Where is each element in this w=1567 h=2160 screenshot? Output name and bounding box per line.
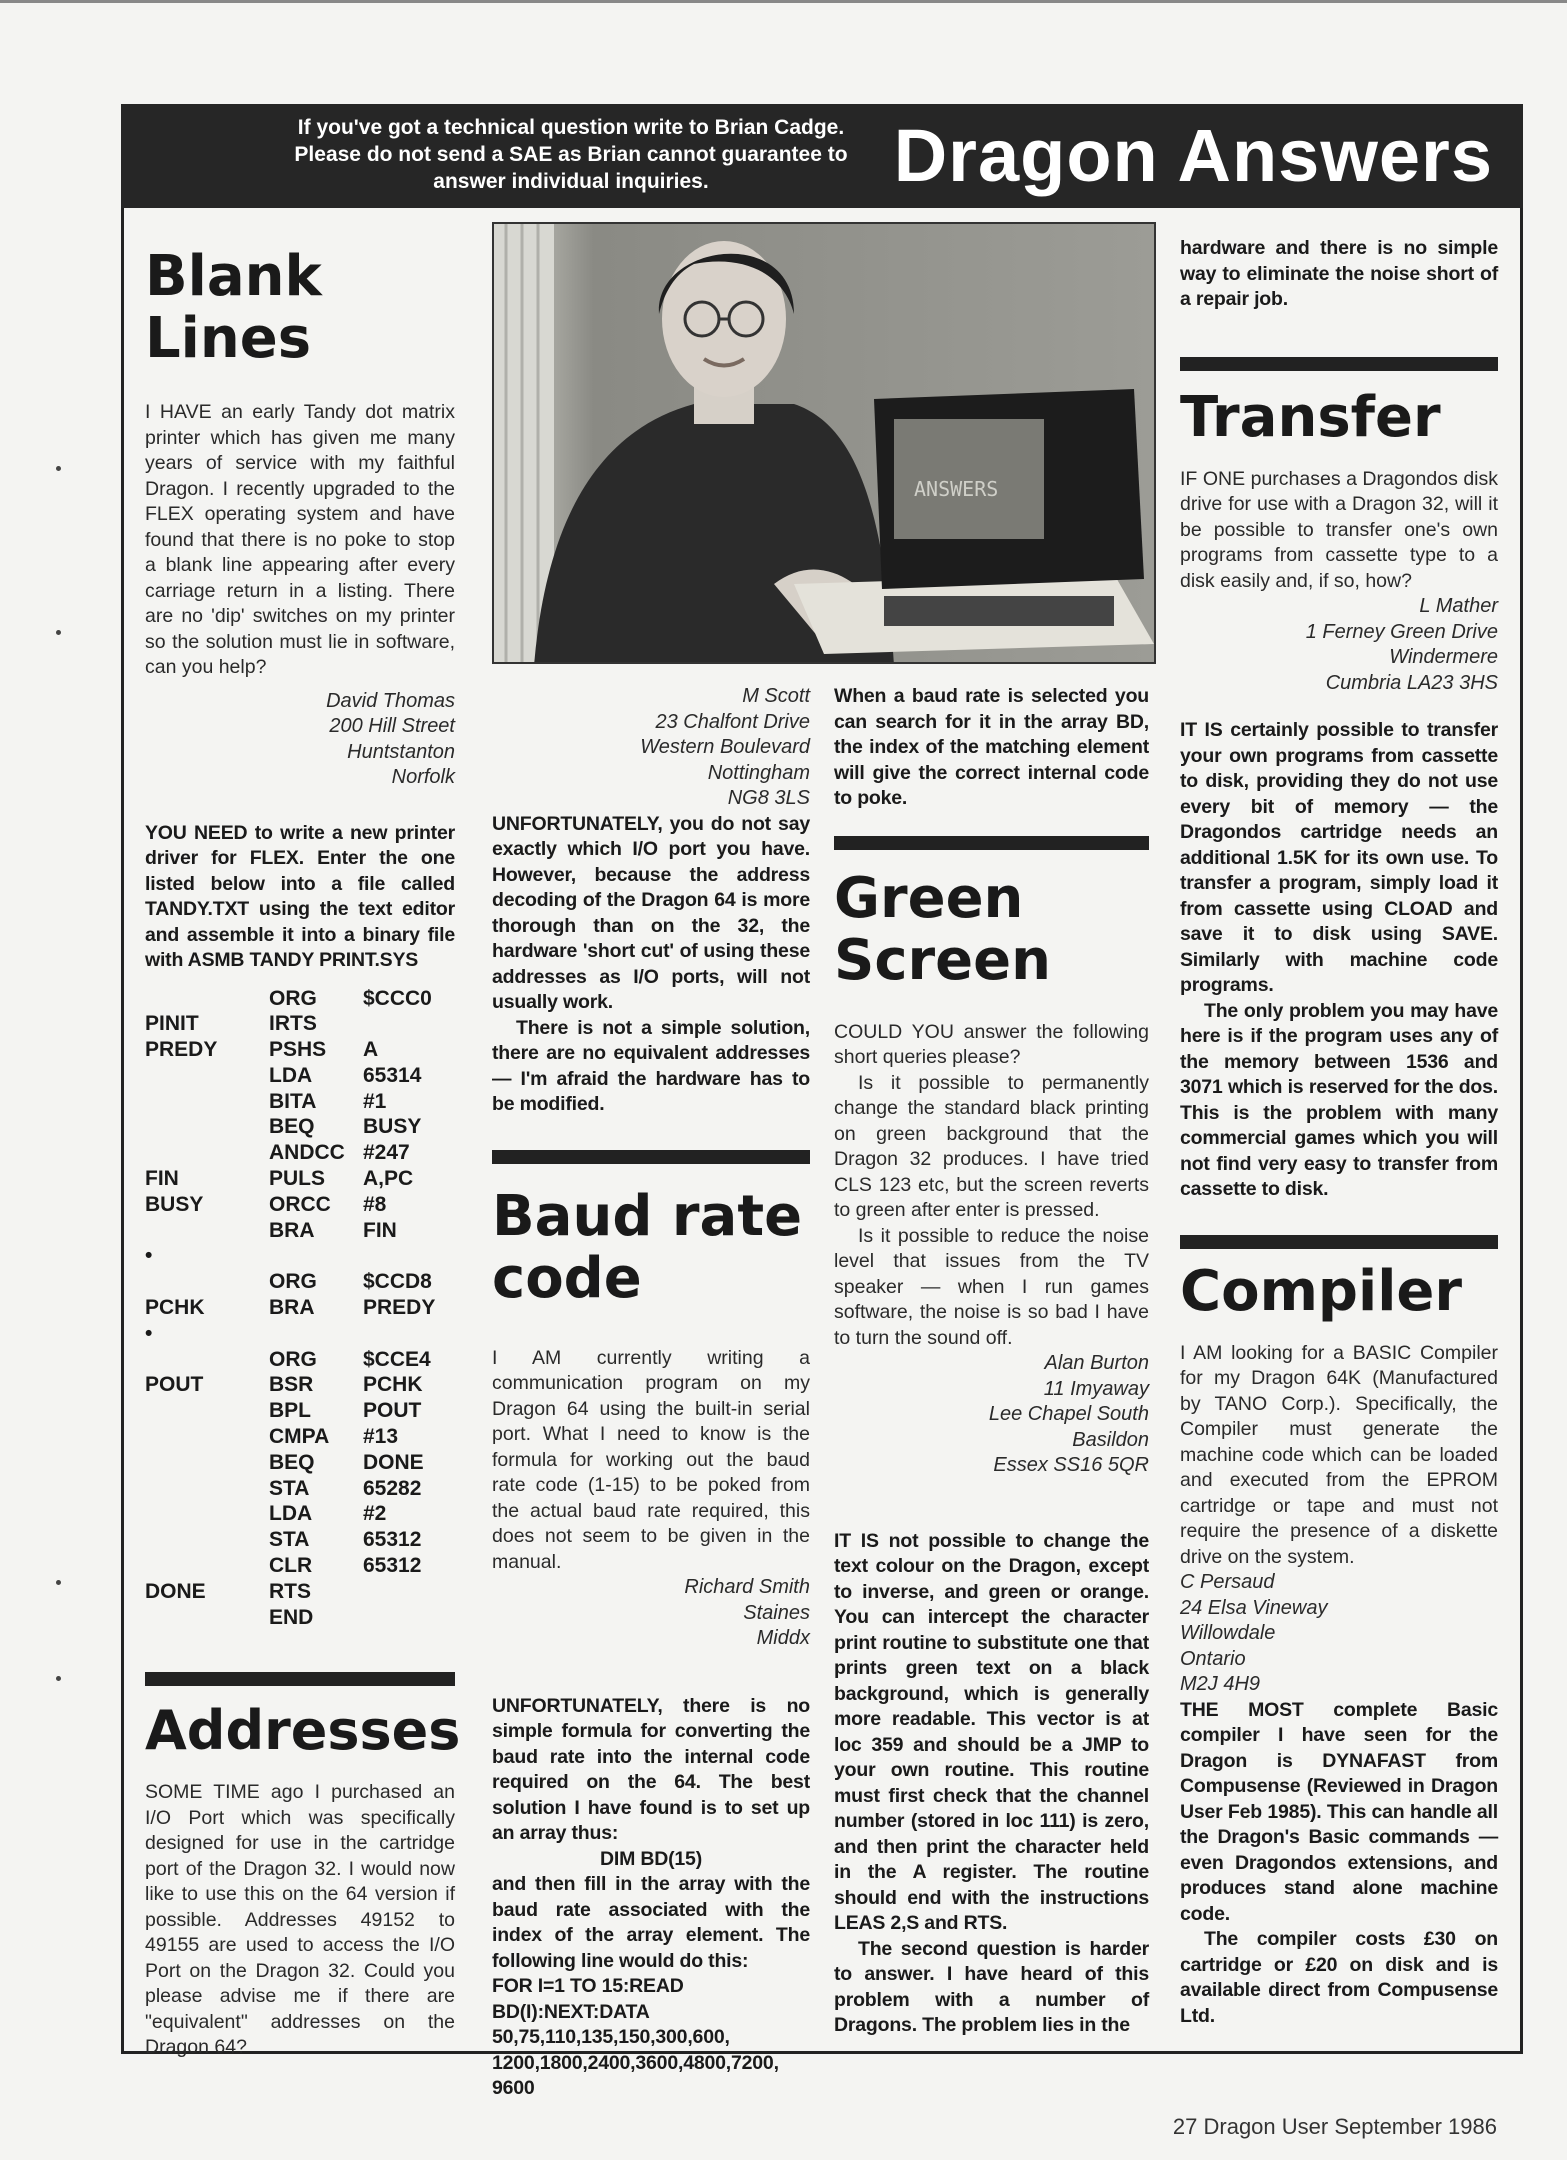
addresses-signature (492, 684, 810, 812)
code-label (145, 1140, 269, 1166)
code-operand: #8 (363, 1192, 387, 1216)
code-label (145, 1089, 269, 1115)
sig-line: Norfolk (391, 766, 455, 788)
code-opcode: ORG (269, 986, 317, 1010)
page-title: Dragon Answers (893, 114, 1493, 197)
code-operand: PREDY (363, 1296, 436, 1320)
code-operand: A,PC (363, 1167, 414, 1191)
margin-mark (56, 1580, 61, 1585)
section-rule (834, 836, 1149, 850)
code-operand (363, 1579, 455, 1605)
code-operand: FIN (363, 1218, 397, 1242)
code-opcode: CMPA (269, 1425, 330, 1449)
page-footer: 27 Dragon User September 1986 (1172, 2114, 1497, 2139)
code-label (145, 986, 269, 1012)
code-opcode (269, 1243, 363, 1269)
code-line (145, 1140, 455, 1166)
code-line (145, 1527, 455, 1553)
code-line (145, 1166, 455, 1192)
green-signature (834, 1351, 1149, 1479)
code-label (145, 1450, 269, 1476)
code-line (145, 1501, 455, 1527)
addresses-question: SOME TIME ago I purchased an I/O Port which was specifically designed for use in the cartridge port of the Dragon 32. I would now like to use this on the 64 version if possible. Addresses 49152 to 49155 are used to access the I/O Port on the Dragon 32. Could you please advise me if there are "equivalent" addresses on the Dragon 64? (145, 1781, 455, 2059)
code-line (145, 1347, 455, 1373)
code-operand (363, 1605, 455, 1631)
column-2 (492, 684, 810, 2102)
code-line (145, 986, 455, 1012)
code-line (145, 1605, 455, 1631)
sig-line: Alan Burton (1044, 1352, 1149, 1374)
sig-line: Huntstanton (347, 740, 455, 763)
code-operand (363, 1011, 455, 1037)
code-line (145, 1063, 455, 1089)
code-opcode: RTS (269, 1579, 311, 1603)
code-label (145, 1553, 269, 1579)
code-operand: POUT (363, 1399, 422, 1423)
headline: Screen (834, 927, 1051, 993)
column-4 (1180, 236, 1498, 2029)
baud-answer-code2: FOR I=1 TO 15:READ BD(I):NEXT:DATA 50,75,110,135,150,300,600, 1200,1800,2400,3600,4800,7200, 9600 (492, 1975, 779, 2099)
code-label (145, 1424, 269, 1450)
code-label: PINIT (145, 1012, 199, 1036)
code-label (145, 1347, 269, 1373)
code-label: DONE (145, 1579, 206, 1603)
answer-text: There is not a simple solution, there are no equivalent addresses — I'm afraid the hardware has to be modified. (492, 1016, 810, 1115)
code-opcode: BPL (269, 1399, 311, 1423)
code-operand: $CCC0 (363, 986, 432, 1010)
addresses-headline: Addresses (145, 1699, 461, 1763)
code-operand: 65314 (363, 1063, 422, 1087)
baud-answer-1: UNFORTUNATELY, there is no simple formula for converting the baud rate into the internal code required on the 64. The best solution I have found is to set up an array thus: (492, 1694, 810, 1844)
sig-line: Staines (743, 1601, 810, 1624)
top-rule (0, 0, 1567, 3)
sig-line: Western Boulevard (640, 736, 810, 758)
transfer-answer-1: IT IS certainly possible to transfer your own programs from cassette to disk, providing they do not use every bit of memory — the Dragondos cartridge needs an additional 1.5K for its own use. To transfer a program, simply load it from cassette using CLOAD and save it to disk using SAVE. Similarly with machine code programs. (1180, 719, 1498, 996)
headline: Lines (145, 306, 312, 371)
answer-text: The compiler costs £30 on cartridge or £20 on disk and is available direct from Compusense Ltd. (1180, 1928, 1498, 2027)
code-label: PCHK (145, 1296, 205, 1320)
answer-text: The second question is harder to answer. I have heard of this problem with a number of Dragons. The problem lies in the (834, 1937, 1149, 2036)
question-text: Is it possible to permanently change the standard black printing on green background that the Dragon 32 produces. I have tried CLS 123 etc, but the screen reverts to green after enter is pressed. (834, 1071, 1149, 1221)
code-label (145, 1063, 269, 1089)
header-banner (121, 104, 1523, 208)
sig-line: Windermere (1389, 646, 1498, 668)
code-opcode: BSR (269, 1373, 314, 1397)
code-operand: #247 (363, 1141, 410, 1165)
transfer-question: IF ONE purchases a Dragondos disk drive for use with a Dragon 32, will it be possible to transfer one's own programs from cassette type to a disk easily and, if so, how? (1180, 467, 1498, 592)
section-rule (492, 1150, 810, 1164)
code-opcode: BEQ (269, 1115, 315, 1139)
sig-line: Lee Chapel South (988, 1403, 1149, 1425)
photo-man-with-dragon-computer (492, 222, 1156, 664)
baud-answer-2: and then fill in the array with the baud rate associated with the index of the array element. The following line would do this: (492, 1873, 810, 1972)
code-label (145, 1269, 269, 1295)
compiler-question: I AM looking for a BASIC Compiler for my Dragon 64K (Manufactured by TANO Corp.). Specifically, the Compiler must generate the machine code which can be loaded and executed from the EPROM cartridge or tape and must not require the presence of a diskette drive on the system. (1180, 1341, 1498, 1568)
code-operand (363, 1321, 455, 1347)
code-operand (363, 1243, 455, 1269)
compiler-signature (1180, 1570, 1498, 1698)
green-answer-3: hardware and there is no simple way to eliminate the noise short of a repair job. (1180, 237, 1498, 310)
code-label: PREDY (145, 1038, 218, 1062)
blank-lines-headline (145, 246, 455, 370)
code-operand: #13 (363, 1425, 399, 1449)
code-line (145, 1450, 455, 1476)
sig-line: C Persaud (1180, 1571, 1275, 1593)
sig-line: Richard Smith (684, 1576, 810, 1598)
sig-line: David Thomas (326, 689, 455, 712)
code-opcode: ORCC (269, 1192, 331, 1216)
sig-line: 1 Ferney Green Drive (1305, 620, 1498, 643)
header-note-line: answer individual inquiries. (433, 170, 709, 193)
column-3 (834, 684, 1149, 2039)
header-note-line: If you've got a technical question write to Brian Cadge. (297, 116, 845, 139)
assembly-listing (145, 986, 455, 1631)
code-label: FIN (145, 1167, 179, 1191)
blank-lines-signature (145, 689, 455, 791)
sig-line: M Scott (742, 685, 810, 707)
code-line (145, 1011, 455, 1037)
sig-line: Nottingham (707, 761, 810, 784)
code-opcode: BITA (269, 1089, 317, 1113)
sig-line: Ontario (1180, 1647, 1246, 1670)
code-label (145, 1398, 269, 1424)
code-line (145, 1218, 455, 1244)
blank-lines-question: I HAVE an early Tandy dot matrix printer which has given me many years of service with my faithful Dragon. I recently upgraded to the FLEX operating system and have found that there is no poke to stop a blank line appearing after every carriage return in a listing. There are no 'dip' switches on my printer so the solution must lie in software, can you help? (145, 401, 455, 678)
margin-mark (56, 630, 61, 635)
green-answer-2 (834, 1937, 1149, 2039)
code-opcode: LDA (269, 1063, 313, 1087)
question-text: Is it possible to reduce the noise level that issues from the TV speaker — when I run games software, the noise is so bad I have to turn the sound off. (834, 1224, 1149, 1349)
green-question-2 (834, 1071, 1149, 1224)
code-opcode: CLR (269, 1554, 313, 1578)
addresses-answer-2 (492, 1016, 810, 1118)
code-opcode: END (269, 1605, 314, 1629)
code-label (145, 1114, 269, 1140)
code-operand: DONE (363, 1450, 424, 1474)
code-label (145, 1501, 269, 1527)
code-line (145, 1372, 455, 1398)
code-line (145, 1295, 455, 1321)
headline: Green (834, 865, 1024, 931)
code-opcode: STA (269, 1528, 310, 1552)
sig-line: 11 Imyaway (1043, 1377, 1149, 1400)
green-answer-1: IT IS not possible to change the text colour on the Dragon, except to inverse, and green or orange. You can intercept the character print routine to substitute one that prints green text on a black background, which is generally more readable. This vector is at loc 359 and should be a JMP to your own routine. This routine must first check that the channel number (stored in loc 111) is zero, and then print the character held in the A register. The routine should end with the instructions LEAS 2,S and RTS. (834, 1529, 1149, 1934)
code-line (145, 1114, 455, 1140)
sig-line: Middx (756, 1627, 810, 1649)
sig-line: 200 Hill Street (329, 715, 455, 737)
code-opcode (269, 1321, 363, 1347)
section-rule (1180, 357, 1498, 371)
sig-line: M2J 4H9 (1180, 1673, 1261, 1695)
sig-line: Cumbria LA23 3HS (1325, 671, 1498, 694)
sig-line: NG8 3LS (727, 787, 810, 809)
code-operand: 65312 (363, 1554, 422, 1578)
section-rule (1180, 1235, 1498, 1249)
code-line (145, 1243, 455, 1269)
addresses-answer-1: UNFORTUNATELY, you do not say exactly which I/O port you have. However, because the address decoding of the Dragon 64 is more thorough than on the 32, the hardware 'short cut' of using these addresses as I/O ports, will not usually work. (492, 812, 810, 1013)
sig-line: 23 Chalfont Drive (655, 710, 810, 733)
code-label: POUT (145, 1373, 204, 1397)
margin-mark (56, 466, 61, 471)
sig-line: Essex SS16 5QR (993, 1454, 1149, 1476)
headline: Baud rate (492, 1183, 803, 1249)
code-operand: PCHK (363, 1373, 423, 1397)
screen-text: ANSWERS (914, 477, 999, 501)
code-line (145, 1089, 455, 1115)
code-label (145, 1218, 269, 1244)
code-line (145, 1579, 455, 1605)
code-line (145, 1476, 455, 1502)
code-operand: $CCD8 (363, 1270, 432, 1294)
green-headline (834, 865, 1149, 993)
code-opcode: LDA (269, 1502, 313, 1526)
answer-text: The only problem you may have here is if the program uses any of the memory between 1536 and 3071 which is reserved for the dos. This is the problem with many commercial games which you will not find very easy to transfer from cassette to disk. (1180, 999, 1498, 1200)
code-line (145, 1037, 455, 1063)
baud-answer-code: DIM BD(15) (599, 1847, 702, 1870)
header-note (181, 114, 961, 195)
photo-illustration (494, 224, 1156, 664)
margin-mark (56, 1676, 61, 1681)
sig-line: 24 Elsa Vineway (1180, 1596, 1328, 1619)
code-operand: 65312 (363, 1528, 422, 1552)
code-label (145, 1605, 269, 1631)
section-rule (145, 1672, 455, 1686)
code-label: • (145, 1244, 153, 1268)
sig-line: Willowdale (1180, 1622, 1276, 1644)
baud-signature (492, 1575, 810, 1652)
green-question-1: COULD YOU answer the following short queries please? (834, 1020, 1149, 1068)
blank-lines-answer: YOU NEED to write a new printer driver for FLEX. Enter the one listed below into a file called TANDY.TXT using the text editor and assemble it into a binary file with ASMB TANDY PRINT.SYS (145, 821, 455, 971)
code-operand: #2 (363, 1502, 387, 1526)
code-opcode: BEQ (269, 1450, 315, 1474)
code-label (145, 1476, 269, 1502)
code-opcode: BRA (269, 1296, 315, 1320)
code-operand: #1 (363, 1089, 387, 1113)
code-opcode: BRA (269, 1218, 315, 1242)
code-operand: A (363, 1038, 379, 1062)
code-label: BUSY (145, 1192, 204, 1216)
sig-line: Basildon (1072, 1428, 1149, 1451)
code-opcode: STA (269, 1476, 310, 1500)
code-operand: BUSY (363, 1115, 422, 1139)
baud-answer-3: When a baud rate is selected you can search for it in the array BD, the index of the matching element will give the correct internal code to poke. (834, 685, 1149, 809)
transfer-signature (1180, 594, 1498, 696)
code-opcode: PULS (269, 1167, 326, 1191)
code-operand: $CCE4 (363, 1347, 431, 1371)
code-line (145, 1269, 455, 1295)
baud-question: I AM currently writing a communication program on my Dragon 64 using the built-in serial port. What I need to know is the formula for working out the baud rate code (1-15) to be poked from the actual baud rate required, this does not seem to be given in the manual. (492, 1346, 810, 1573)
transfer-headline: Transfer (1180, 384, 1441, 450)
code-label (145, 1527, 269, 1553)
code-operand: 65282 (363, 1476, 422, 1500)
transfer-answer-2 (1180, 999, 1498, 1203)
compiler-answer-2 (1180, 1927, 1498, 2029)
code-opcode: PSHS (269, 1038, 327, 1062)
code-line (145, 1398, 455, 1424)
code-opcode: ORG (269, 1270, 317, 1294)
code-line (145, 1424, 455, 1450)
sig-line: L Mather (1419, 595, 1498, 617)
headline: Blank (145, 244, 322, 309)
code-label: • (145, 1321, 153, 1345)
code-line (145, 1192, 455, 1218)
code-line (145, 1553, 455, 1579)
header-note-line: Please do not send a SAE as Brian cannot guarantee to (294, 143, 848, 166)
code-line (145, 1321, 455, 1347)
code-opcode: ANDCC (269, 1141, 345, 1165)
green-question-3 (834, 1224, 1149, 1352)
code-opcode: IRTS (269, 1012, 317, 1036)
compiler-answer-1: THE MOST complete Basic compiler I have seen for the Dragon is DYNAFAST from Compusense (Reviewed in Dragon User Feb 1985). This can handle all the Dragon's Basic commands — even Dragondos extensions, and produces stand alone machine code. (1180, 1698, 1498, 1925)
compiler-headline: Compiler (1180, 1258, 1462, 1324)
code-opcode: ORG (269, 1347, 317, 1371)
headline: code (492, 1245, 642, 1311)
baud-headline (492, 1183, 810, 1311)
column-1 (145, 222, 461, 2061)
